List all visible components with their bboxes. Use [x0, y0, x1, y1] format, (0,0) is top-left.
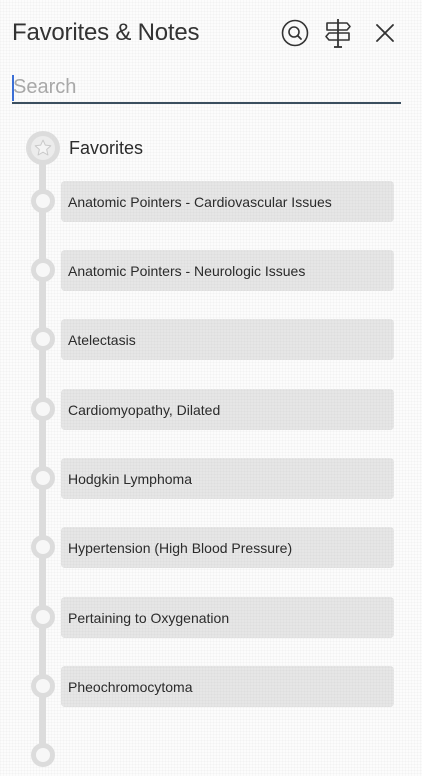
favorite-card[interactable]	[61, 389, 394, 430]
list-item-partial	[0, 735, 422, 776]
timeline-node	[31, 397, 55, 421]
favorite-card[interactable]	[61, 527, 394, 568]
list-item	[0, 527, 422, 568]
search-icon	[281, 19, 309, 47]
timeline-node	[31, 535, 55, 559]
timeline-node	[31, 674, 55, 698]
star-icon	[33, 138, 53, 158]
list-item	[0, 319, 422, 360]
favorite-card[interactable]	[61, 319, 394, 360]
list-item	[0, 597, 422, 638]
header-bar	[0, 0, 422, 66]
close-button[interactable]	[370, 18, 400, 48]
section-title: Favorites	[69, 138, 144, 158]
list-item	[0, 389, 422, 430]
favorite-label: Anatomic Pointers - Cardiovascular Issues	[68, 193, 332, 210]
favorite-label: Anatomic Pointers - Neurologic Issues	[68, 262, 306, 279]
favorite-card[interactable]	[61, 458, 394, 499]
timeline-node	[31, 327, 55, 351]
favorite-label: Atelectasis	[68, 331, 136, 348]
text-caret	[12, 75, 14, 101]
favorite-label: Pheochromocytoma	[68, 678, 193, 695]
timeline-node	[31, 189, 55, 213]
list-item	[0, 666, 422, 707]
favorite-label: Pertaining to Oxygenation	[68, 609, 230, 626]
page-title: Favorites & Notes	[12, 19, 200, 46]
close-icon	[374, 22, 396, 44]
list-item	[0, 181, 422, 222]
favorite-card[interactable]	[61, 597, 394, 638]
favorite-card[interactable]	[61, 181, 394, 222]
signpost-icon	[324, 18, 352, 48]
favorite-card[interactable]	[61, 666, 394, 707]
list-item	[0, 458, 422, 499]
timeline-node	[31, 466, 55, 490]
favorite-label: Cardiomyopathy, Dilated	[68, 401, 221, 418]
favorite-card[interactable]	[61, 250, 394, 291]
search-bar	[12, 72, 401, 104]
section-node	[26, 131, 60, 165]
search-input[interactable]	[12, 72, 402, 102]
timeline-node	[31, 743, 55, 767]
favorite-label: Hodgkin Lymphoma	[68, 470, 192, 487]
list-item	[0, 250, 422, 291]
timeline-node	[31, 258, 55, 282]
timeline-node	[31, 605, 55, 629]
search-button[interactable]	[280, 18, 310, 48]
navigation-button[interactable]	[323, 18, 353, 48]
favorite-label: Hypertension (High Blood Pressure)	[68, 539, 293, 556]
